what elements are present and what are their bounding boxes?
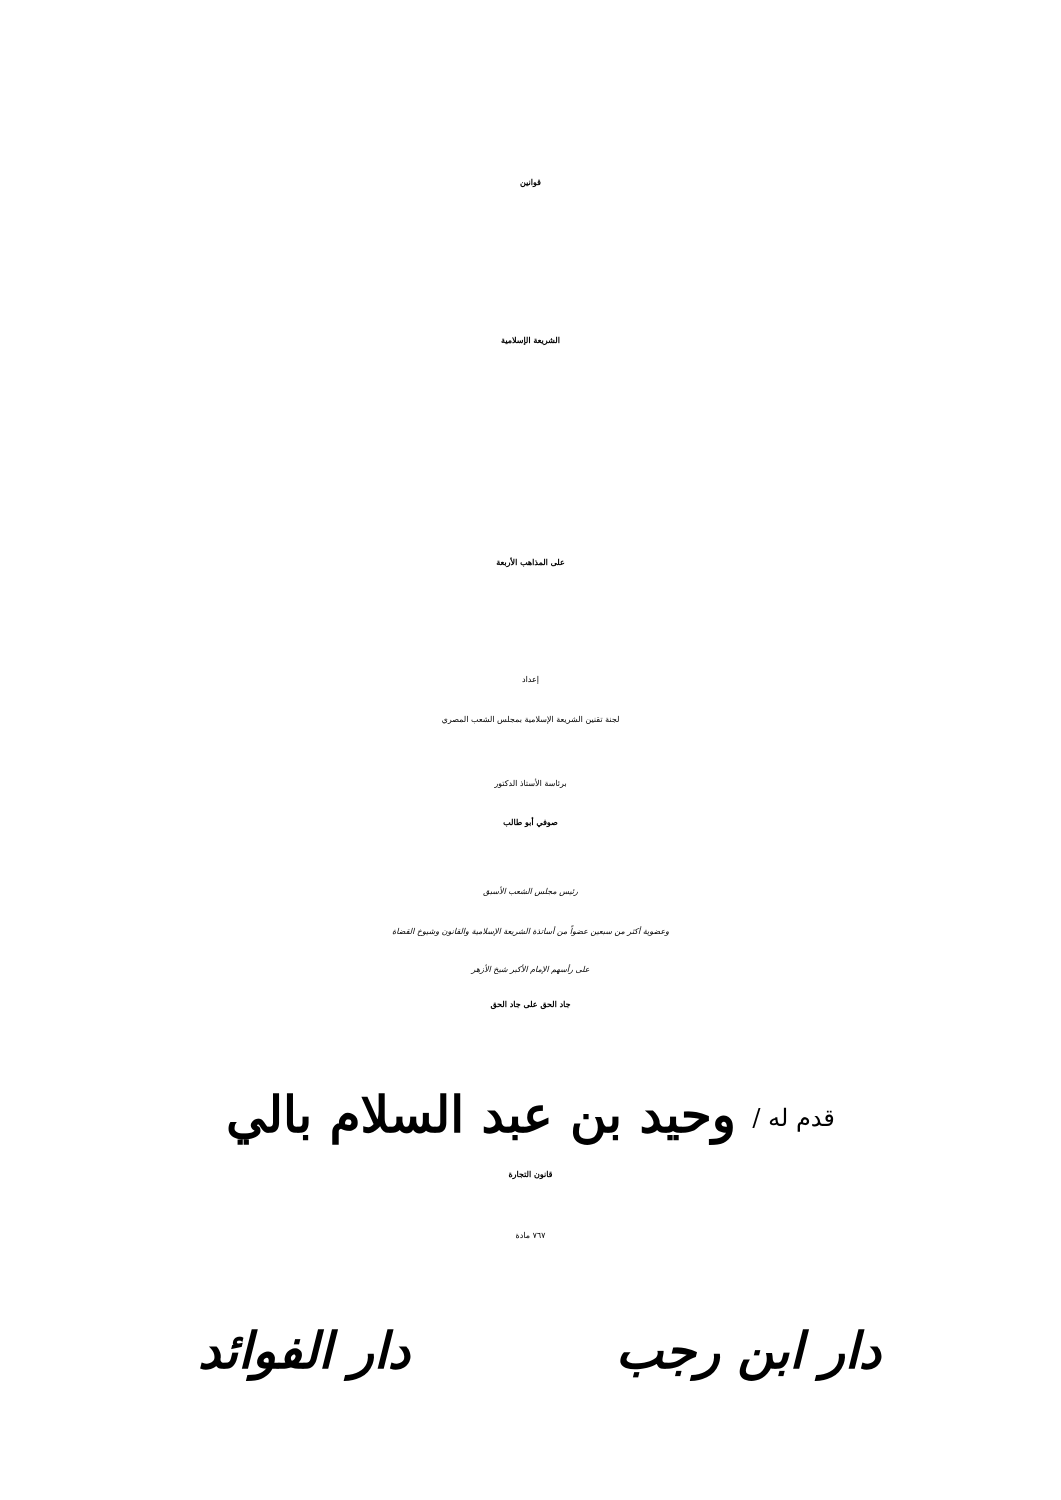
presented-by-label: قدم له / xyxy=(752,1104,835,1132)
presenter-row xyxy=(0,1085,1061,1150)
member-line: وعضوية أكثر من سبعين عضواً من أساتذة الشريعة الإسلامية والقانون وشيوخ القضاة xyxy=(392,927,669,936)
committee-name: لجنة تقنين الشريعة الإسلامية بمجلس الشعب المصري xyxy=(441,715,620,724)
chairmanship-label: برئاسة الأستاذ الدكتور xyxy=(494,779,567,788)
presenter-name: وحيد بن عبد السلام بالي xyxy=(226,1085,736,1144)
publisher-logo-left: دار الفوائد xyxy=(198,1321,411,1380)
supervision-line: على رأسهم الإمام الأكبر شيخ الأزهر xyxy=(471,965,590,974)
article-count: ٧٦٧ مادة xyxy=(515,1231,546,1240)
volume-title: قانون التجارة xyxy=(508,1169,553,1179)
supervisor-name: جاد الحق على جاد الحق xyxy=(490,999,571,1009)
title-line-2: الشريعة الإسلامية xyxy=(501,335,560,345)
chair-name: صوفي أبو طالب xyxy=(503,817,558,827)
publisher-logo-right: دار ابن رجب xyxy=(615,1321,881,1380)
chair-role: رئيس مجلس الشعب الأسبق xyxy=(483,887,578,896)
prepared-by-label: إعداد xyxy=(522,675,539,684)
title-line-1: قوانين xyxy=(520,177,541,187)
title-line-3: على المذاهب الأربعة xyxy=(496,557,565,567)
